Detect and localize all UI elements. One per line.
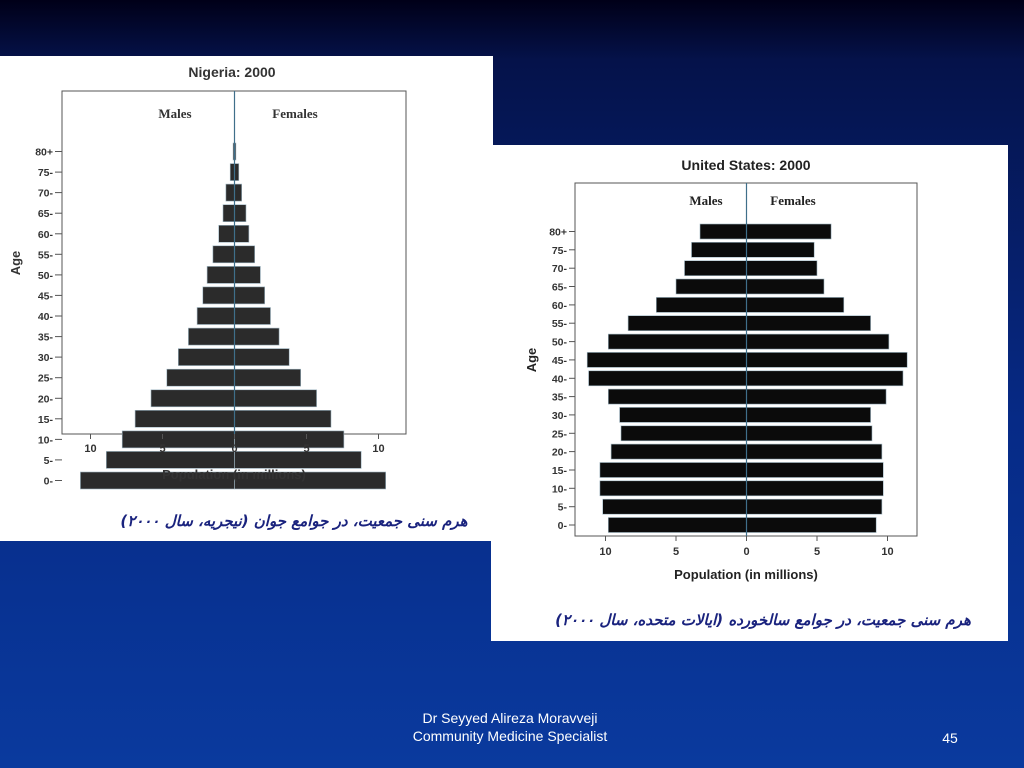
- bar-male-65: [676, 279, 747, 294]
- bar-female-5: [235, 451, 362, 468]
- y-tick-label: 30-: [37, 352, 53, 365]
- bar-female-35: [747, 389, 887, 404]
- y-tick-label: 25-: [551, 428, 567, 441]
- y-tick-label: 40-: [37, 311, 53, 323]
- y-tick-label: 25-: [37, 372, 53, 385]
- bar-male-30: [620, 407, 747, 422]
- bar-male-55: [628, 316, 746, 331]
- bar-male-10: [122, 431, 234, 448]
- legend-males: Males: [689, 193, 723, 208]
- bar-male-10: [600, 481, 747, 496]
- bar-male-40: [197, 308, 234, 325]
- y-tick-label: 65-: [37, 208, 53, 221]
- bar-female-70: [235, 184, 242, 201]
- y-tick-label: 50-: [551, 336, 567, 349]
- bar-female-80plus: [747, 224, 832, 239]
- bar-female-15: [235, 410, 332, 427]
- y-tick-label: 0-: [43, 475, 53, 488]
- y-tick-group: [549, 227, 575, 533]
- bar-male-30: [178, 349, 234, 366]
- bar-male-0: [608, 518, 746, 533]
- y-tick-label: 20-: [551, 446, 567, 459]
- bar-male-45: [587, 352, 746, 367]
- bar-female-75: [235, 164, 239, 181]
- y-tick-label: 70-: [37, 187, 53, 200]
- x-tick-label: 0: [231, 443, 238, 455]
- x-tick-label: 10: [599, 546, 612, 558]
- y-tick-label: 35-: [551, 391, 567, 404]
- y-tick-label: 15-: [551, 465, 567, 477]
- x-tick-label: 5: [672, 546, 680, 558]
- bar-female-45: [235, 287, 265, 304]
- bar-female-60: [235, 225, 249, 242]
- nigeria-population-pyramid: [0, 56, 493, 541]
- bar-male-5: [106, 451, 234, 468]
- bar-male-50: [608, 334, 746, 349]
- y-tick-label: 50-: [37, 269, 53, 282]
- author-title: Community Medicine Specialist: [412, 728, 608, 744]
- bar-male-25: [167, 369, 235, 386]
- y-axis-label: Age: [8, 250, 23, 276]
- y-tick-label: 45-: [37, 290, 53, 303]
- y-tick-label: 55-: [551, 318, 567, 331]
- bar-male-15: [135, 410, 234, 427]
- bar-male-75: [230, 164, 234, 181]
- caption-persian: هرم سنی جمعیت، در جوامع سالخورده (ایالات متحده، سال ۲۰۰۰): [555, 611, 971, 629]
- us-pyramid-panel: [491, 145, 1008, 641]
- bars-group: [587, 224, 907, 533]
- bar-female-50: [747, 334, 889, 349]
- chart-title: Nigeria: 2000: [188, 64, 276, 80]
- legend-males: Males: [158, 106, 192, 121]
- bar-female-30: [747, 407, 871, 422]
- bar-female-40: [235, 308, 271, 325]
- chart-title: United States: 2000: [681, 157, 811, 173]
- bar-male-40: [589, 371, 747, 386]
- bars-group: [80, 143, 385, 489]
- x-tick-label: 10: [881, 546, 894, 558]
- x-tick-label: 5: [303, 443, 310, 455]
- y-tick-label: 60-: [37, 228, 53, 241]
- y-tick-label: 5-: [557, 501, 567, 514]
- bar-female-55: [235, 246, 255, 263]
- bar-female-10: [747, 481, 884, 496]
- bar-male-75: [692, 242, 747, 257]
- y-tick-group: [35, 147, 62, 488]
- bar-male-60: [219, 225, 235, 242]
- y-tick-label: 15-: [37, 413, 53, 426]
- page-number: 45: [942, 730, 958, 746]
- x-tick-label: 5: [813, 546, 821, 558]
- y-tick-label: 75-: [551, 244, 567, 257]
- y-tick-label: 70-: [551, 263, 567, 276]
- bar-male-20: [611, 444, 746, 459]
- bar-male-70: [226, 184, 235, 201]
- bar-female-0: [747, 518, 877, 533]
- bar-male-5: [603, 499, 747, 514]
- y-tick-label: 65-: [551, 281, 567, 294]
- footer-credit: [300, 709, 720, 745]
- y-tick-label: 20-: [37, 393, 53, 406]
- bar-male-25: [621, 426, 747, 441]
- y-tick-label: 10-: [551, 483, 567, 496]
- y-tick-label: 35-: [37, 331, 53, 344]
- bar-male-65: [223, 205, 235, 222]
- legend-females: Females: [770, 193, 816, 208]
- bar-female-65: [235, 205, 247, 222]
- bar-male-50: [207, 266, 234, 283]
- bar-male-35: [608, 389, 746, 404]
- y-tick-label: 80+: [35, 146, 53, 159]
- x-tick-label: 10: [372, 443, 385, 455]
- bar-male-60: [656, 297, 746, 312]
- y-tick-label: 60-: [551, 299, 567, 312]
- bar-female-5: [747, 499, 882, 514]
- x-axis-label: Population (in millions): [162, 467, 306, 482]
- bar-male-55: [213, 246, 235, 263]
- x-axis-label: Population (in millions): [674, 567, 818, 582]
- bar-female-75: [747, 242, 815, 257]
- us-population-pyramid: [491, 145, 1008, 641]
- bar-male-15: [600, 463, 747, 478]
- bar-female-60: [747, 297, 844, 312]
- y-tick-label: 10-: [37, 434, 53, 447]
- bar-female-35: [235, 328, 280, 345]
- bar-female-70: [747, 261, 818, 276]
- y-tick-label: 55-: [37, 249, 53, 262]
- y-axis-label: Age: [524, 347, 539, 373]
- bar-female-15: [747, 463, 884, 478]
- bar-female-45: [747, 352, 908, 367]
- caption-persian: هرم سنی جمعیت، در جوامع جوان (نیجریه، سال ۲۰۰۰): [120, 512, 468, 530]
- bar-male-70: [685, 261, 747, 276]
- bar-female-25: [747, 426, 873, 441]
- x-tick-label: 5: [159, 443, 166, 455]
- nigeria-pyramid-panel: [0, 56, 493, 541]
- legend-females: Females: [272, 106, 318, 121]
- y-tick-label: 0-: [557, 520, 567, 532]
- bar-female-30: [235, 349, 290, 366]
- bar-female-25: [235, 369, 301, 386]
- author-name: Dr Seyyed Alireza Moravveji: [422, 710, 598, 726]
- bar-male-80plus: [700, 224, 747, 239]
- bar-female-40: [747, 371, 904, 386]
- x-tick-label: 0: [743, 546, 750, 558]
- bar-female-10: [235, 431, 344, 448]
- bar-female-65: [747, 279, 825, 294]
- y-tick-label: 40-: [551, 373, 567, 386]
- y-tick-label: 45-: [551, 354, 567, 367]
- y-tick-label: 5-: [43, 454, 53, 467]
- bar-female-55: [747, 316, 871, 331]
- y-tick-label: 80+: [549, 226, 567, 239]
- bar-female-50: [235, 266, 261, 283]
- bar-male-20: [151, 390, 235, 407]
- x-tick-label: 10: [84, 443, 97, 455]
- y-tick-label: 30-: [551, 409, 567, 422]
- bar-male-35: [188, 328, 234, 345]
- bar-male-45: [203, 287, 235, 304]
- bar-female-20: [747, 444, 882, 459]
- x-tick-group: [599, 536, 893, 558]
- bar-female-20: [235, 390, 317, 407]
- y-tick-label: 75-: [37, 167, 53, 180]
